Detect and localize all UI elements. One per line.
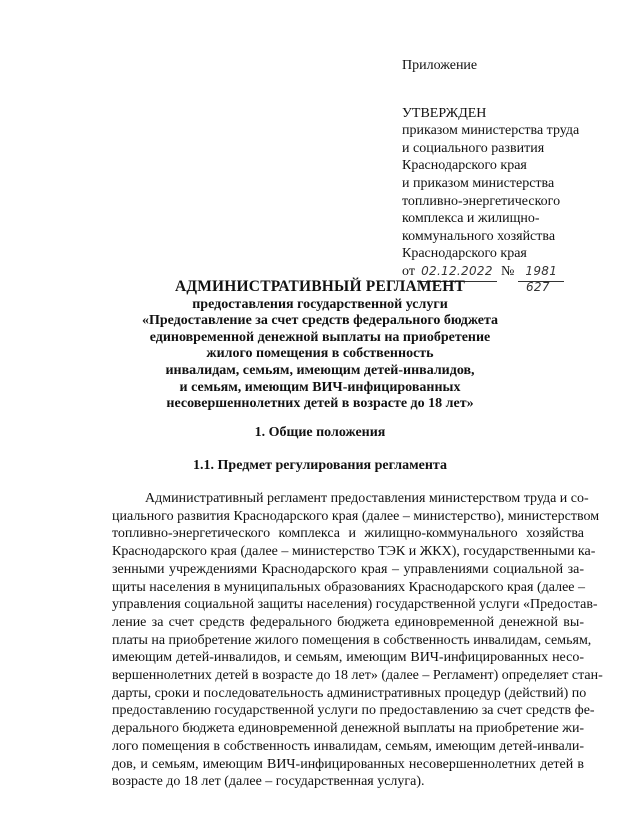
approval-line: комплекса и жилищно- — [402, 211, 540, 227]
title-line: «Предоставление за счет средств федерального бюджета — [141, 313, 499, 329]
approval-line: топливно-энергетического — [402, 193, 561, 209]
approval-line: коммунального хозяйства — [402, 228, 556, 244]
paragraph-line: платы на приобретение жилого помещения в собственность инвалидам, семьям, — [112, 632, 592, 648]
paragraph-line: Краснодарского края (далее – министерство ТЭК и ЖКХ), государственными ка- — [112, 544, 596, 560]
title-line: предоставления государственной услуги — [192, 296, 448, 312]
paragraph-line: топливно-энергетического комплекса и жилищно-коммунального хозяйства — [112, 526, 584, 542]
approval-line: приказом министерства труда — [402, 123, 580, 139]
paragraph-line: Административный регламент предоставления министерством труда и со- — [145, 491, 589, 506]
paragraph-line: дарты, сроки и последовательность административных процедур (действий) по — [112, 685, 587, 701]
approved-heading: УТВЕРЖДЕН — [402, 105, 487, 121]
approval-line: Краснодарского края — [402, 246, 527, 262]
body-paragraph — [112, 490, 603, 791]
title-line: жилого помещения в собственность — [206, 346, 434, 362]
document-title — [110, 279, 530, 413]
paragraph-line: возрасте до 18 лет (далее – государственная услуга). — [112, 774, 425, 790]
paragraph-line: зенными учреждениями Краснодарского края – управлениями социальной за- — [112, 561, 584, 577]
paragraph-line: имеющим детей-инвалидов, и семьям, имеющим ВИЧ-инфицированных несо- — [112, 650, 584, 666]
paragraph-line: лого помещения в собственность инвалидам, семьям, имеющим детей-инвали- — [112, 738, 584, 754]
title-line: и семьям, имеющим ВИЧ-инфицированных — [179, 379, 461, 395]
title-line: инвалидам, семьям, имеющим детей-инвалидов, — [165, 362, 475, 378]
title-line: единовременной денежной выплаты на приобретение — [149, 329, 491, 345]
handwritten-number: 1981 — [518, 263, 564, 282]
approval-line: и приказом министерства — [402, 175, 555, 191]
subsection-heading-subject: 1.1. Предмет регулирования регламента — [193, 458, 447, 473]
annex-label: Приложение — [402, 58, 478, 73]
paragraph-line: щиты населения в муниципальных образованиях Краснодарского края (далее – — [112, 579, 585, 595]
number-prefix: № — [500, 263, 515, 279]
approval-block — [402, 57, 612, 294]
paragraph-line: предоставлению государственной услуги по предоставлению за счет средств фе- — [112, 703, 595, 719]
approval-line: Краснодарского края — [402, 158, 527, 174]
paragraph-line: вершеннолетних детей в возрасте до 18 лет» (далее – Регламент) определяет стан- — [112, 668, 603, 684]
handwritten-date: 02.12.2022 — [417, 263, 497, 282]
paragraph-line: управления социальной защиты населения) государственной услуги «Предостав- — [112, 597, 598, 613]
title-main: АДМИНИСТРАТИВНЫЙ РЕГЛАМЕНТ — [174, 278, 466, 295]
handwritten-number-second: 627 — [526, 279, 550, 294]
approval-line: и социального развития — [402, 140, 545, 156]
date-prefix: от — [402, 263, 415, 279]
paragraph-line: ление за счет средств федерального бюджета единовременной денежной вы- — [112, 614, 584, 630]
title-line: несовершеннолетних детей в возрасте до 18 лет» — [166, 396, 474, 412]
paragraph-line: дерального бюджета единовременной денежной выплаты на приобретение жи- — [112, 721, 585, 737]
section-heading-general: 1. Общие положения — [254, 425, 386, 440]
paragraph-line: циального развития Краснодарского края (далее – министерство), министерством — [112, 508, 600, 524]
paragraph-line: дов, и семьям, имеющим ВИЧ-инфицированных несовершеннолетних детей в — [112, 756, 584, 772]
